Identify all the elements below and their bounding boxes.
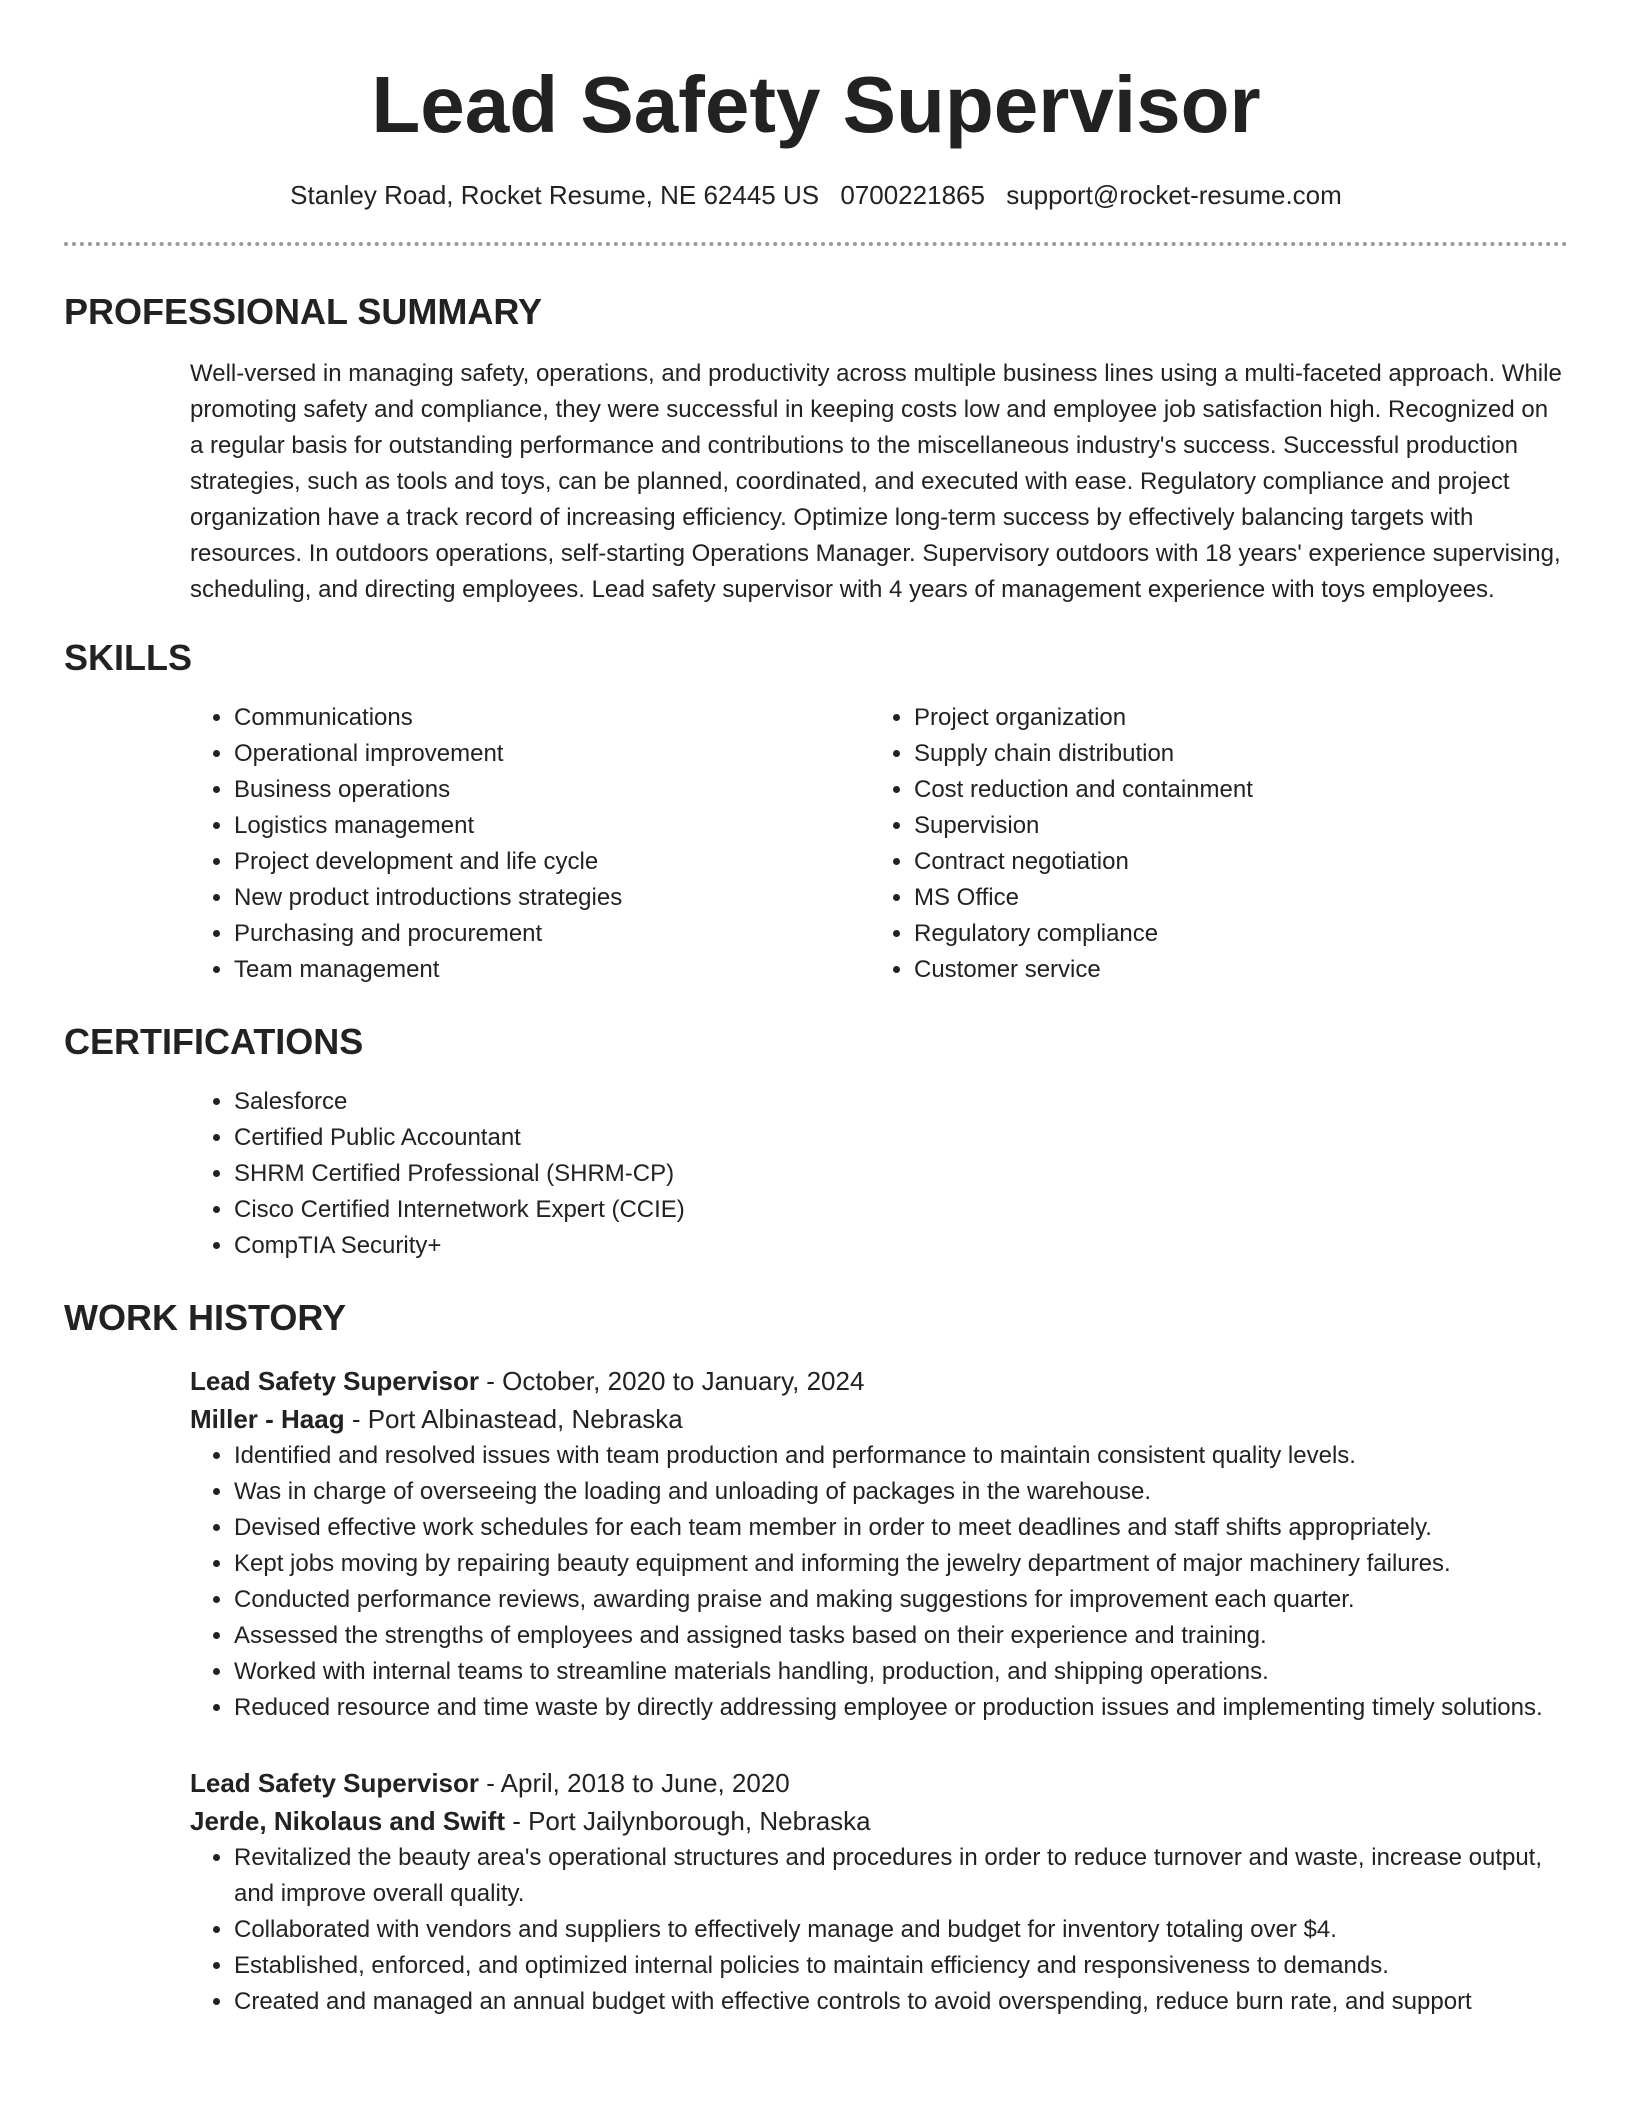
job-bullet: • Reduced resource and time waste by directly addressing employee or production issues and implementing timely solutions. bbox=[234, 1690, 1568, 1726]
job-company: Jerde, Nikolaus and Swift bbox=[190, 1806, 505, 1836]
job-dates: - October, 2020 to January, 2024 bbox=[479, 1366, 865, 1396]
job-bullet: • Collaborated with vendors and suppliers to effectively manage and budget for inventory totaling over $4. bbox=[234, 1912, 1568, 1948]
skill-item: • Project organization bbox=[914, 700, 1550, 736]
skill-item: • Team management bbox=[234, 952, 870, 988]
job-bullet: • Worked with internal teams to streamline materials handling, production, and shipping operations. bbox=[234, 1654, 1568, 1690]
job-company-line bbox=[190, 1400, 1568, 1438]
job-entry bbox=[190, 1362, 1568, 1726]
job-dates: - April, 2018 to June, 2020 bbox=[479, 1768, 790, 1798]
job-bullet: • Devised effective work schedules for each team member in order to meet deadlines and staff shifts appropriately. bbox=[234, 1510, 1568, 1546]
certifications-list bbox=[190, 1084, 1568, 1264]
certification-item: • Certified Public Accountant bbox=[234, 1120, 1568, 1156]
resume-page bbox=[64, 0, 1568, 2020]
job-bullets bbox=[190, 1438, 1568, 1726]
skill-item: • Supervision bbox=[914, 808, 1550, 844]
summary-text: Well-versed in managing safety, operations, and productivity across multiple business lines using a multi-faceted approach. While promoting safety and compliance, they were successful in keeping costs low and employee job satisfaction high. Recognized on a regular basis for outstanding performance and contributions to the miscellaneous industry's success. Successful production strategies, such as tools and toys, can be planned, coordinated, and executed with ease. Regulatory compliance and project organization have a track record of increasing efficiency. Optimize long-term success by effectively balancing targets with resources. In outdoors operations, self-starting Operations Manager. Supervisory outdoors with 18 years' experience supervising, scheduling, and directing employees. Lead safety supervisor with 4 years of management experience with toys employees. bbox=[190, 360, 1562, 603]
skill-item: • Business operations bbox=[234, 772, 870, 808]
job-bullet: • Established, enforced, and optimized internal policies to maintain efficiency and responsiveness to demands. bbox=[234, 1948, 1568, 1984]
work-history-heading: WORK HISTORY bbox=[64, 1297, 347, 1338]
job-bullet: • Kept jobs moving by repairing beauty equipment and informing the jewelry department of major machinery failures. bbox=[234, 1546, 1568, 1582]
certification-item: • Cisco Certified Internetwork Expert (CCIE) bbox=[234, 1192, 1568, 1228]
skills-list-left bbox=[190, 700, 870, 988]
skill-item: • Communications bbox=[234, 700, 870, 736]
job-bullet: • Identified and resolved issues with team production and performance to maintain consistent quality levels. bbox=[234, 1438, 1568, 1474]
job-role: Lead Safety Supervisor bbox=[190, 1366, 479, 1396]
job-location: - Port Jailynborough, Nebraska bbox=[504, 1806, 871, 1836]
skill-item: • Regulatory compliance bbox=[914, 916, 1550, 952]
resume-name: Lead Safety Supervisor bbox=[371, 60, 1261, 149]
skill-item: • MS Office bbox=[914, 880, 1550, 916]
skill-item: • Customer service bbox=[914, 952, 1550, 988]
skill-item: • Cost reduction and containment bbox=[914, 772, 1550, 808]
certification-item: • Salesforce bbox=[234, 1084, 1568, 1120]
job-bullet: • Revitalized the beauty area's operational structures and procedures in order to reduce turnover and waste, increase output, and improve overall quality. bbox=[234, 1840, 1568, 1912]
skill-item: • Supply chain distribution bbox=[914, 736, 1550, 772]
header-divider bbox=[64, 242, 1568, 246]
certification-item: • SHRM Certified Professional (SHRM-CP) bbox=[234, 1156, 1568, 1192]
skill-item: • Contract negotiation bbox=[914, 844, 1550, 880]
job-location: - Port Albinastead, Nebraska bbox=[344, 1404, 683, 1434]
job-title-line bbox=[190, 1764, 1568, 1802]
skills-heading: SKILLS bbox=[64, 637, 193, 678]
skills-list-right bbox=[870, 700, 1550, 988]
skill-item: • Project development and life cycle bbox=[234, 844, 870, 880]
contact-email: support@rocket-resume.com bbox=[1006, 180, 1342, 210]
skill-item: • New product introductions strategies bbox=[234, 880, 870, 916]
job-entry bbox=[190, 1764, 1568, 2020]
contact-line bbox=[64, 178, 1568, 212]
job-bullet: • Created and managed an annual budget with effective controls to avoid overspending, reduce burn rate, and support bbox=[234, 1984, 1568, 2020]
contact-address: Stanley Road, Rocket Resume, NE 62445 US bbox=[290, 180, 820, 210]
job-bullet: • Was in charge of overseeing the loading and unloading of packages in the warehouse. bbox=[234, 1474, 1568, 1510]
job-company: Miller - Haag bbox=[190, 1404, 345, 1434]
job-bullets bbox=[190, 1840, 1568, 2020]
summary-heading: PROFESSIONAL SUMMARY bbox=[64, 291, 543, 332]
job-title-line bbox=[190, 1362, 1568, 1400]
job-bullet: • Assessed the strengths of employees and assigned tasks based on their experience and training. bbox=[234, 1618, 1568, 1654]
skill-item: • Purchasing and procurement bbox=[234, 916, 870, 952]
job-company-line bbox=[190, 1802, 1568, 1840]
skill-item: • Logistics management bbox=[234, 808, 870, 844]
job-bullet: • Conducted performance reviews, awarding praise and making suggestions for improvement each quarter. bbox=[234, 1582, 1568, 1618]
job-role: Lead Safety Supervisor bbox=[190, 1768, 479, 1798]
certifications-block bbox=[190, 1084, 1568, 1264]
skill-item: • Operational improvement bbox=[234, 736, 870, 772]
certification-item: • CompTIA Security+ bbox=[234, 1228, 1568, 1264]
certifications-heading: CERTIFICATIONS bbox=[64, 1021, 364, 1062]
skills-grid bbox=[190, 700, 1568, 988]
contact-phone: 0700221865 bbox=[840, 180, 985, 210]
